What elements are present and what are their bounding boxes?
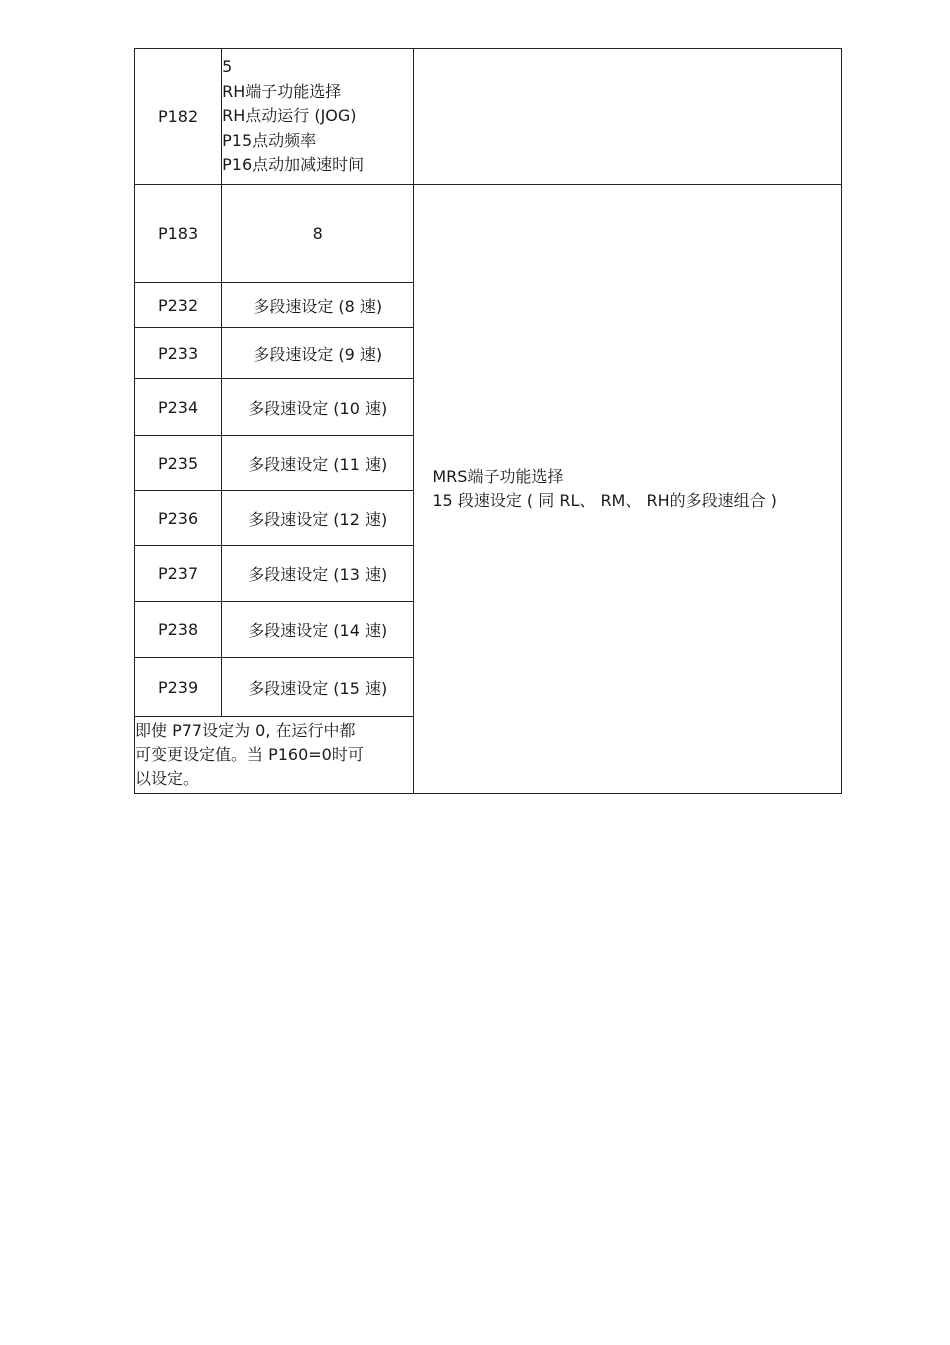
description-line: 15 段速设定 ( 同 RL、 RM、 RH的多段速组合 ) [432,491,777,510]
param-name: 多段速设定 (10 速) [222,379,414,436]
detail-line: RH点动运行 (JOG) [222,106,357,126]
note-line: 可变更设定值。当 P160=0时可 [135,745,364,764]
note-line: 以设定。 [135,769,200,788]
param-name: 多段速设定 (13 速) [222,546,414,602]
param-name: 多段速设定 (15 速) [222,658,414,717]
note-cell [135,717,414,794]
param-name: 多段速设定 (9 速) [222,328,414,379]
detail-line: RH端子功能选择 [222,81,342,101]
param-description [414,185,842,794]
description-line: MRS端子功能选择 [432,467,564,486]
empty-cell [414,49,842,185]
note-line: 即使 P77设定为 0, 在运行中都 [135,721,356,740]
parameter-table [134,48,842,794]
param-name: 多段速设定 (11 速) [222,436,414,491]
detail-line: P16点动加减速时间 [222,155,365,175]
param-code: P238 [135,602,222,658]
param-code: P183 [135,185,222,283]
param-code: P235 [135,436,222,491]
param-name: 多段速设定 (14 速) [222,602,414,658]
param-code: P239 [135,658,222,717]
param-name: 多段速设定 (8 速) [222,283,414,328]
param-code: P182 [135,49,222,185]
param-code: P234 [135,379,222,436]
param-code: P236 [135,491,222,546]
detail-line: P15点动频率 [222,130,317,150]
table-row [135,185,842,283]
table-row [135,49,842,185]
detail-line: 5 [222,57,233,77]
param-details [222,49,414,185]
param-code: P233 [135,328,222,379]
param-code: P237 [135,546,222,602]
param-name: 多段速设定 (12 速) [222,491,414,546]
param-value: 8 [222,185,414,283]
param-code: P232 [135,283,222,328]
